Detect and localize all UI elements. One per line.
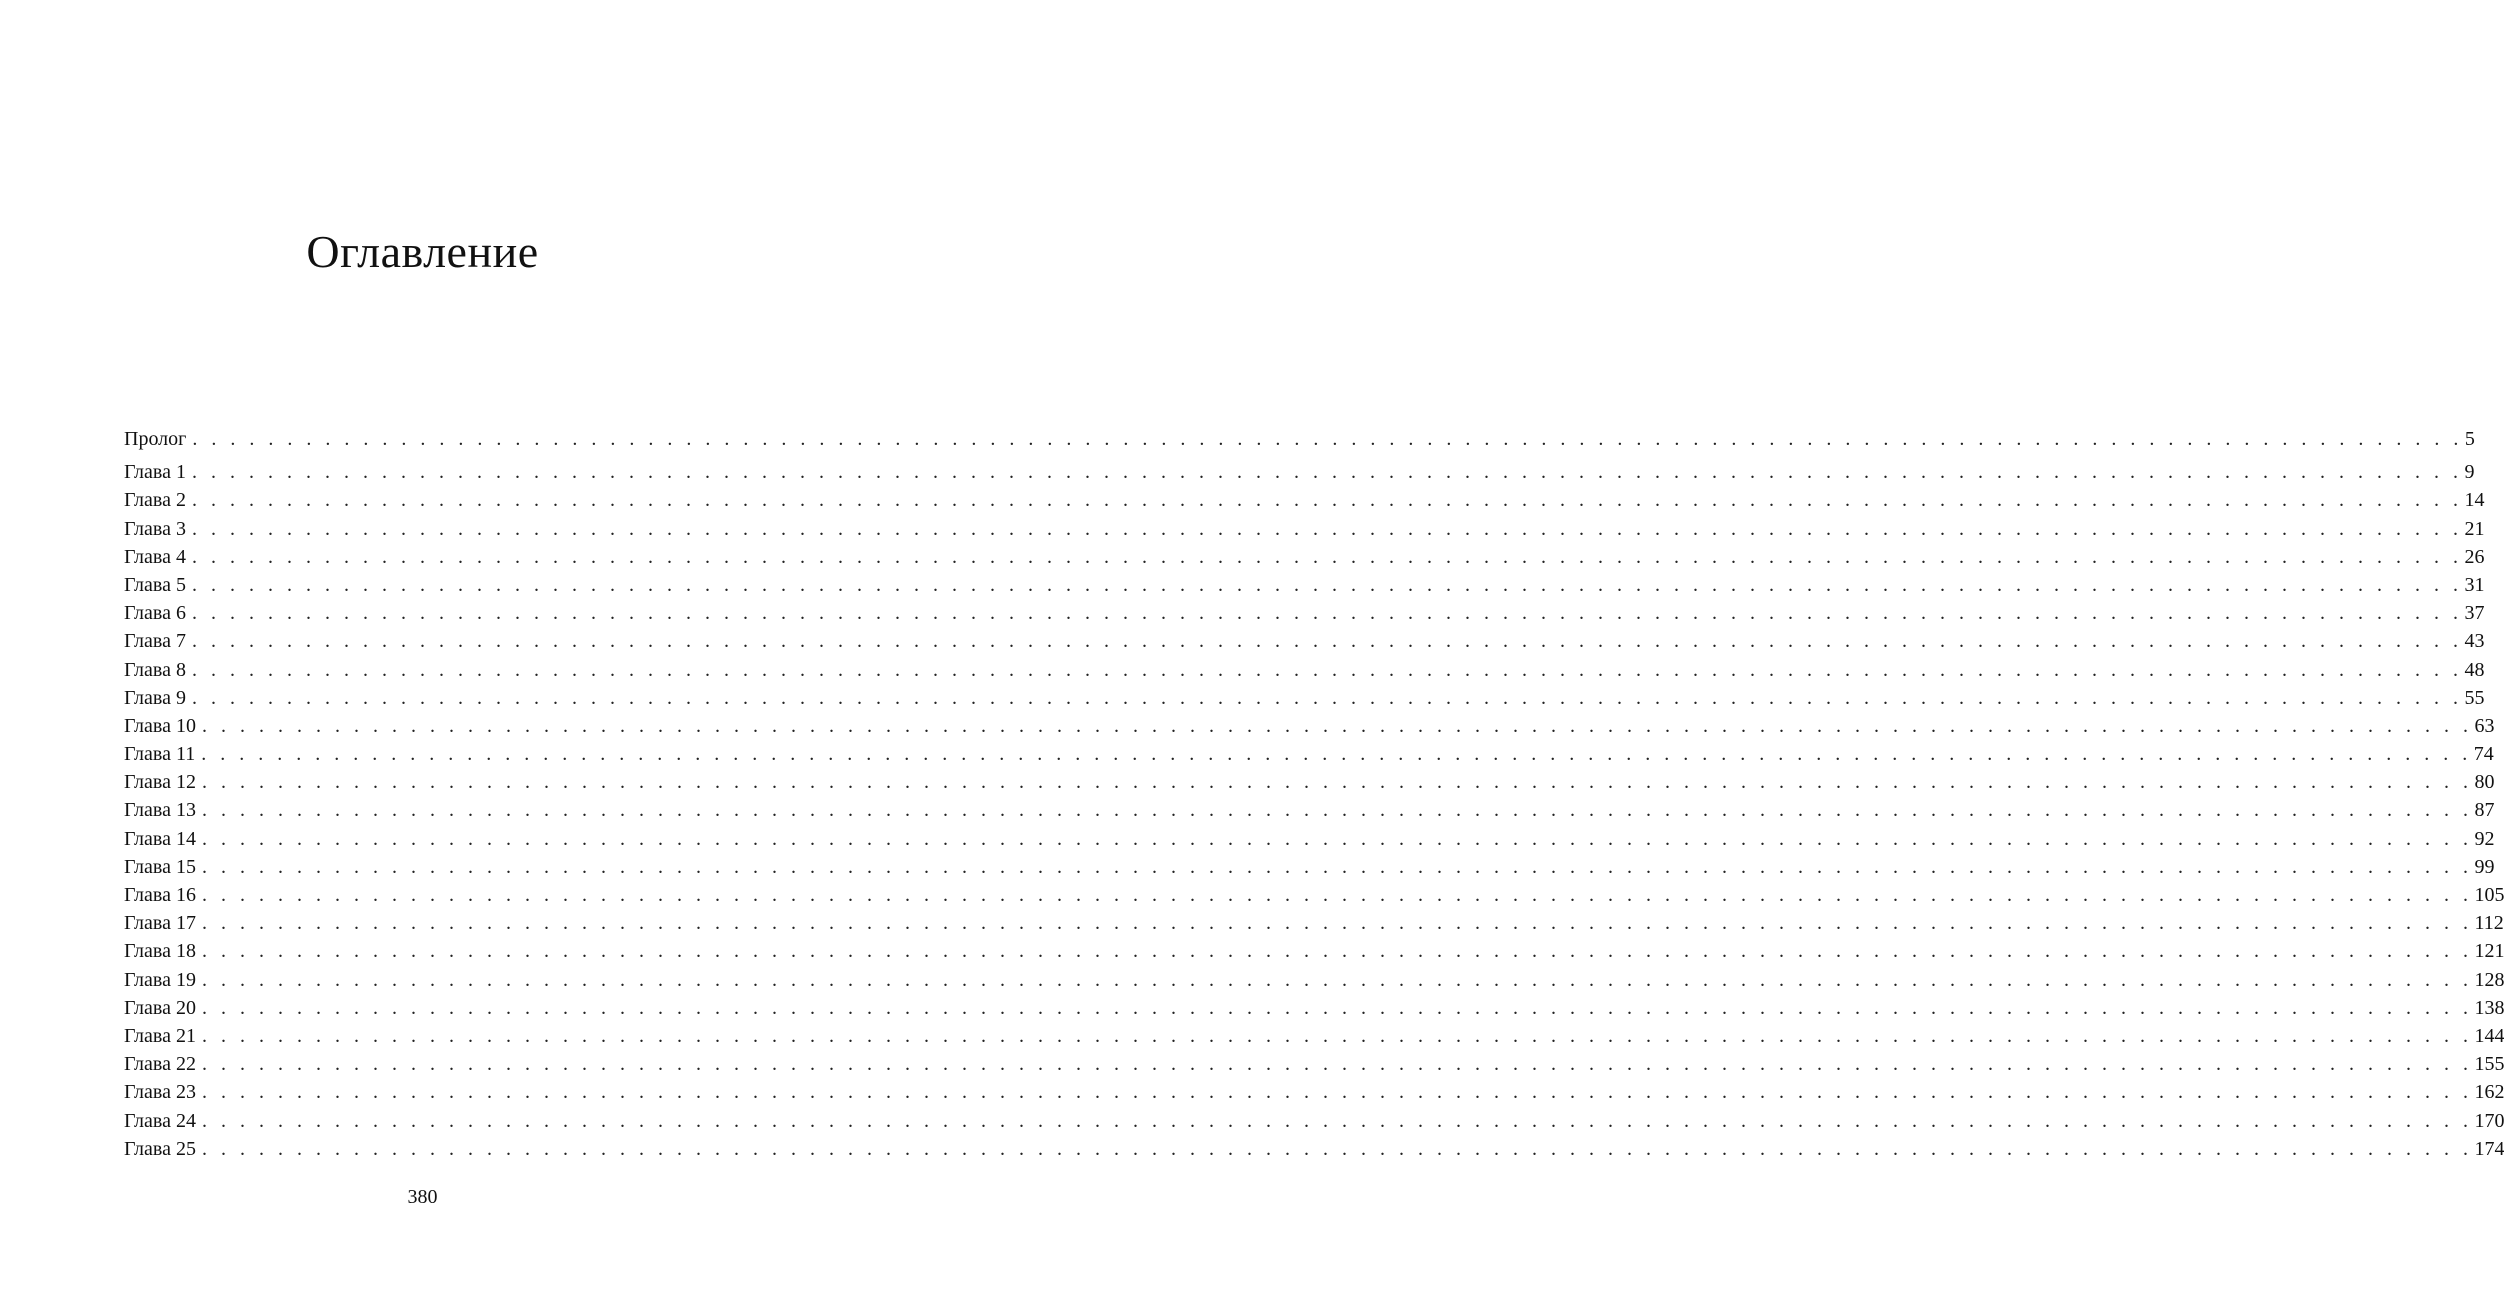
- toc-dot-leader: . . . . . . . . . . . . . . . . . . . . . . . . . . . . . . . . . . . . . . . . . . . . . . . . . . . . . . . . . . . . . . . . . . . . . . . . . . . . . . . . . . . . . . . . . . . . . . . . . . . . . . . . . . . . . . . . . . . . . . . .: [201, 799, 2473, 822]
- toc-dot-leader: . . . . . . . . . . . . . . . . . . . . . . . . . . . . . . . . . . . . . . . . . . . . . . . . . . . . . . . . . . . . . . . . . . . . . . . . . . . . . . . . . . . . . . . . . . . . . . . . . . . . . . . . . . . . . . . . . . . . . . . .: [191, 545, 2463, 568]
- toc-entry[interactable]: [124, 458, 2475, 486]
- toc-dot-leader: . . . . . . . . . . . . . . . . . . . . . . . . . . . . . . . . . . . . . . . . . . . . . . . . . . . . . . . . . . . . . . . . . . . . . . . . . . . . . . . . . . . . . . . . . . . . . . . . . . . . . . . . . . . . . . . . . . . . . . . .: [201, 884, 2473, 906]
- toc-dot-leader: . . . . . . . . . . . . . . . . . . . . . . . . . . . . . . . . . . . . . . . . . . . . . . . . . . . . . . . . . . . . . . . . . . . . . . . . . . . . . . . . . . . . . . . . . . . . . . . . . . . . . . . . . . . . . . . . . . . . . . . .: [201, 743, 2472, 766]
- toc-entry[interactable]: [124, 796, 2495, 824]
- toc-dot-leader: . . . . . . . . . . . . . . . . . . . . . . . . . . . . . . . . . . . . . . . . . . . . . . . . . . . . . . . . . . . . . . . . . . . . . . . . . . . . . . . . . . . . . . . . . . . . . . . . . . . . . . . . . . . . . . . . . . . . . . . .: [201, 912, 2473, 935]
- toc-dot-leader: . . . . . . . . . . . . . . . . . . . . . . . . . . . . . . . . . . . . . . . . . . . . . . . . . . . . . . . . . . . . . . . . . . . . . . . . . . . . . . . . . . . . . . . . . . . . . . . . . . . . . . . . . . . . . . . . . . . . . . . .: [201, 1109, 2473, 1132]
- page-number: 380: [407, 1186, 438, 1208]
- toc-entry-label: Глава 21: [124, 1024, 196, 1047]
- toc-entry-label: Глава 16: [124, 884, 196, 906]
- toc-entry-label: Глава 9: [124, 686, 186, 709]
- toc-entry[interactable]: [124, 825, 2495, 853]
- toc-entry-label: Глава 10: [124, 714, 196, 737]
- toc-entry-page: 5: [2464, 428, 2475, 450]
- toc-entry-page: 80: [2474, 771, 2495, 794]
- toc-entry-label: Пролог: [124, 428, 187, 450]
- toc-entry-label: Глава 2: [124, 489, 186, 512]
- toc-entry-page: 55: [2464, 686, 2485, 709]
- toc-entry[interactable]: [124, 853, 2495, 881]
- toc-dot-leader: . . . . . . . . . . . . . . . . . . . . . . . . . . . . . . . . . . . . . . . . . . . . . . . . . . . . . . . . . . . . . . . . . . . . . . . . . . . . . . . . . . . . . . . . . . . . . . . . . . . . . . . . . . . . . . . . . . . . . . . .: [201, 714, 2473, 737]
- toc-dot-leader: . . . . . . . . . . . . . . . . . . . . . . . . . . . . . . . . . . . . . . . . . . . . . . . . . . . . . . . . . . . . . . . . . . . . . . . . . . . . . . . . . . . . . . . . . . . . . . . . . . . . . . . . . . . . . . . . . . . . . . . .: [201, 1053, 2473, 1076]
- toc-dot-leader: . . . . . . . . . . . . . . . . . . . . . . . . . . . . . . . . . . . . . . . . . . . . . . . . . . . . . . . . . . . . . . . . . . . . . . . . . . . . . . . . . . . . . . . . . . . . . . . . . . . . . . . . . . . . . . . . . . . . . . . .: [201, 1024, 2473, 1047]
- toc-entry-label: Глава 15: [124, 855, 196, 878]
- toc-entry-page: 174: [2474, 1137, 2504, 1160]
- toc-entry[interactable]: [124, 1107, 2504, 1135]
- toc-entry[interactable]: [124, 656, 2485, 684]
- toc-entry-page: 99: [2474, 855, 2495, 878]
- toc-dot-leader: . . . . . . . . . . . . . . . . . . . . . . . . . . . . . . . . . . . . . . . . . . . . . . . . . . . . . . . . . . . . . . . . . . . . . . . . . . . . . . . . . . . . . . . . . . . . . . . . . . . . . . . . . . . . . . . . . . . . . . . .: [191, 461, 2463, 484]
- toc-entry-page: 155: [2474, 1053, 2504, 1076]
- toc-dot-leader: . . . . . . . . . . . . . . . . . . . . . . . . . . . . . . . . . . . . . . . . . . . . . . . . . . . . . . . . . . . . . . . . . . . . . . . . . . . . . . . . . . . . . . . . . . . . . . . . . . . . . . . . . . . . . . . . . . . . . . . .: [201, 968, 2473, 991]
- toc-entry[interactable]: [124, 881, 2504, 909]
- toc-dot-leader: . . . . . . . . . . . . . . . . . . . . . . . . . . . . . . . . . . . . . . . . . . . . . . . . . . . . . . . . . . . . . . . . . . . . . . . . . . . . . . . . . . . . . . . . . . . . . . . . . . . . . . . . . . . . . . . . . . . . . . . .: [201, 855, 2473, 878]
- toc-entry-page: 138: [2474, 996, 2504, 1019]
- toc-entry[interactable]: [124, 1078, 2504, 1106]
- toc-entry[interactable]: [124, 966, 2504, 994]
- toc-entry-label: Глава 7: [124, 630, 186, 653]
- toc-entry-label: Глава 17: [124, 912, 196, 935]
- toc-entry-page: 105: [2474, 884, 2504, 906]
- toc-entry-label: Глава 5: [124, 573, 186, 596]
- toc-entry-label: Глава 23: [124, 1081, 196, 1104]
- toc-entry-label: Глава 11: [124, 743, 196, 766]
- toc-entry[interactable]: [124, 768, 2495, 796]
- page-title: Оглавление: [306, 226, 539, 277]
- toc-entry-label: Глава 12: [124, 771, 196, 794]
- toc-entry-label: Глава 20: [124, 996, 196, 1019]
- toc-entry-label: Глава 24: [124, 1109, 196, 1132]
- toc-entry-page: 128: [2474, 968, 2504, 991]
- toc-entry-page: 37: [2464, 602, 2485, 625]
- toc-entry[interactable]: [124, 740, 2494, 768]
- toc-entry-label: Глава 25: [124, 1137, 196, 1160]
- toc-entry-page: 21: [2464, 517, 2485, 540]
- toc-entry[interactable]: [124, 425, 2475, 453]
- toc-entry[interactable]: [124, 684, 2485, 712]
- toc-entry[interactable]: [124, 571, 2485, 599]
- toc-entry[interactable]: [124, 1135, 2504, 1163]
- toc-dot-leader: . . . . . . . . . . . . . . . . . . . . . . . . . . . . . . . . . . . . . . . . . . . . . . . . . . . . . . . . . . . . . . . . . . . . . . . . . . . . . . . . . . . . . . . . . . . . . . . . . . . . . . . . . . . . . . . . . . . . . . . .: [191, 686, 2463, 709]
- toc-entry-page: 121: [2474, 940, 2504, 963]
- toc-entry-page: 74: [2473, 743, 2494, 766]
- toc-entry-label: Глава 4: [124, 545, 186, 568]
- toc-entry-page: 14: [2464, 489, 2485, 512]
- toc-entry-page: 170: [2474, 1109, 2504, 1132]
- toc-entry[interactable]: [124, 627, 2485, 655]
- toc-entry-page: 144: [2474, 1024, 2504, 1047]
- toc-entry-page: 92: [2474, 827, 2495, 850]
- toc-dot-leader: . . . . . . . . . . . . . . . . . . . . . . . . . . . . . . . . . . . . . . . . . . . . . . . . . . . . . . . . . . . . . . . . . . . . . . . . . . . . . . . . . . . . . . . . . . . . . . . . . . . . . . . . . . . . . . . . . . . . . . . .: [201, 1137, 2473, 1160]
- toc-entry-label: Глава 3: [124, 517, 186, 540]
- toc-dot-leader: . . . . . . . . . . . . . . . . . . . . . . . . . . . . . . . . . . . . . . . . . . . . . . . . . . . . . . . . . . . . . . . . . . . . . . . . . . . . . . . . . . . . . . . . . . . . . . . . . . . . . . . . . . . . . . . . . . . . . . . .: [201, 996, 2473, 1019]
- toc-entry-page: 9: [2464, 461, 2475, 484]
- toc-entry-page: 43: [2464, 630, 2485, 653]
- toc-dot-leader: . . . . . . . . . . . . . . . . . . . . . . . . . . . . . . . . . . . . . . . . . . . . . . . . . . . . . . . . . . . . . . . . . . . . . . . . . . . . . . . . . . . . . . . . . . . . . . . . . . . . . . . . . . . . . . . . . . . . . . . .: [201, 771, 2473, 794]
- toc-entry[interactable]: [124, 599, 2485, 627]
- toc-entry[interactable]: [124, 1022, 2504, 1050]
- toc-entry-label: Глава 13: [124, 799, 196, 822]
- toc-entry-label: Глава 18: [124, 940, 196, 963]
- toc-entry-label: Глава 14: [124, 827, 196, 850]
- toc-entry-page: 48: [2464, 658, 2485, 681]
- toc-entry[interactable]: [124, 543, 2485, 571]
- toc-entry[interactable]: [124, 712, 2495, 740]
- toc-dot-leader: . . . . . . . . . . . . . . . . . . . . . . . . . . . . . . . . . . . . . . . . . . . . . . . . . . . . . . . . . . . . . . . . . . . . . . . . . . . . . . . . . . . . . . . . . . . . . . . . . . . . . . . . . . . . . . . . . . . . . . . .: [191, 630, 2463, 653]
- toc-entry-label: Глава 1: [124, 461, 186, 484]
- toc-entry-label: Глава 6: [124, 602, 186, 625]
- toc-dot-leader: . . . . . . . . . . . . . . . . . . . . . . . . . . . . . . . . . . . . . . . . . . . . . . . . . . . . . . . . . . . . . . . . . . . . . . . . . . . . . . . . . . . . . . . . . . . . . . . . . . . . . . . . . . . . . . . . . . . . . . . .: [191, 602, 2463, 625]
- toc-entry-page: 112: [2474, 912, 2504, 935]
- toc-entry[interactable]: [124, 937, 2504, 965]
- toc-dot-leader: . . . . . . . . . . . . . . . . . . . . . . . . . . . . . . . . . . . . . . . . . . . . . . . . . . . . . . . . . . . . . . . . . . . . . . . . . . . . . . . . . . . . . . . . . . . . . . . . . . . . . . . . . . . . . . . . . . . . . . . .: [201, 1081, 2473, 1104]
- toc-dot-leader: . . . . . . . . . . . . . . . . . . . . . . . . . . . . . . . . . . . . . . . . . . . . . . . . . . . . . . . . . . . . . . . . . . . . . . . . . . . . . . . . . . . . . . . . . . . . . . . . . . . . . . . . . . . . . . . . . . . . . . . .: [191, 573, 2463, 596]
- toc-dot-leader: . . . . . . . . . . . . . . . . . . . . . . . . . . . . . . . . . . . . . . . . . . . . . . . . . . . . . . . . . . . . . . . . . . . . . . . . . . . . . . . . . . . . . . . . . . . . . . . . . . . . . . . . . . . . . . . . . . . . . . . .: [191, 489, 2463, 512]
- toc-entry-page: 63: [2474, 714, 2495, 737]
- toc-entry-label: Глава 22: [124, 1053, 196, 1076]
- toc-entry[interactable]: [124, 515, 2485, 543]
- toc-dot-leader: . . . . . . . . . . . . . . . . . . . . . . . . . . . . . . . . . . . . . . . . . . . . . . . . . . . . . . . . . . . . . . . . . . . . . . . . . . . . . . . . . . . . . . . . . . . . . . . . . . . . . . . . . . . . . . . . . . . . . . . .: [191, 517, 2463, 540]
- toc-entry-page: 26: [2464, 545, 2485, 568]
- toc-entry[interactable]: [124, 994, 2504, 1022]
- toc-dot-leader: . . . . . . . . . . . . . . . . . . . . . . . . . . . . . . . . . . . . . . . . . . . . . . . . . . . . . . . . . . . . . . . . . . . . . . . . . . . . . . . . . . . . . . . . . . . . . . . . . . . . . . . . . . . . . . . . . . . . . . . .: [191, 658, 2463, 681]
- toc-entry-page: 162: [2474, 1081, 2504, 1104]
- toc-entry[interactable]: [124, 909, 2504, 937]
- table-of-contents: [124, 425, 2504, 1163]
- toc-entry-label: Глава 8: [124, 658, 186, 681]
- toc-entry[interactable]: [124, 486, 2485, 514]
- toc-entry-page: 31: [2464, 573, 2485, 596]
- toc-dot-leader: . . . . . . . . . . . . . . . . . . . . . . . . . . . . . . . . . . . . . . . . . . . . . . . . . . . . . . . . . . . . . . . . . . . . . . . . . . . . . . . . . . . . . . . . . . . . . . . . . . . . . . . . . . . . . . . . . . . . . . . .: [201, 827, 2473, 850]
- toc-dot-leader: . . . . . . . . . . . . . . . . . . . . . . . . . . . . . . . . . . . . . . . . . . . . . . . . . . . . . . . . . . . . . . . . . . . . . . . . . . . . . . . . . . . . . . . . . . . . . . . . . . . . . . . . . . . . . . . . . . . . . . . .: [201, 940, 2473, 963]
- toc-dot-leader: . . . . . . . . . . . . . . . . . . . . . . . . . . . . . . . . . . . . . . . . . . . . . . . . . . . . . . . . . . . . . . . . . . . . . . . . . . . . . . . . . . . . . . . . . . . . . . . . . . . . . . . . . . . . . . . . . . . . . . . .: [192, 428, 2463, 450]
- toc-entry-label: Глава 19: [124, 968, 196, 991]
- toc-entry[interactable]: [124, 1050, 2504, 1078]
- toc-entry-page: 87: [2474, 799, 2495, 822]
